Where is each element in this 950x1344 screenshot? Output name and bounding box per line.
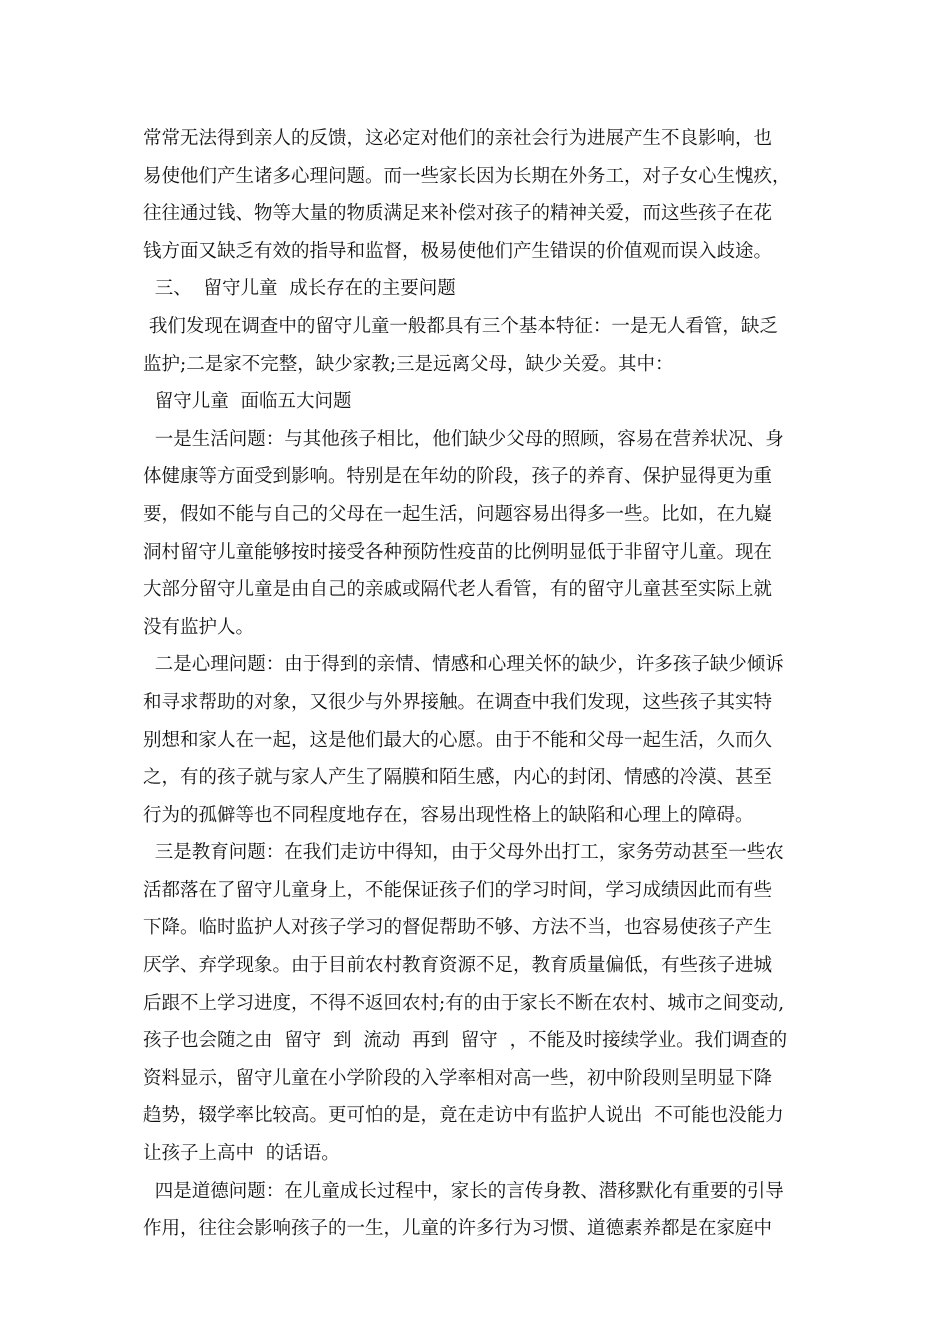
text-line: 厌学、弃学现象。由于目前农村教育资源不足，教育质量偏低，有些孩子进城	[143, 955, 773, 977]
text-line: 没有监护人。	[143, 616, 255, 638]
text-line: 四是道德问题：在儿童成长过程中，家长的言传身教、潜移默化有重要的引导	[143, 1180, 784, 1202]
text-line: 大部分留守儿童是由自己的亲戚或隔代老人看管，有的留守儿童甚至实际上就	[143, 579, 773, 601]
text-line: 监护;二是家不完整，缺少家教;三是远离父母，缺少关爱。其中：	[143, 353, 674, 375]
text-line: 一是生活问题：与其他孩子相比，他们缺少父母的照顾，容易在营养状况、身	[143, 428, 784, 450]
text-line: 后跟不上学习进度，不得不返回农村;有的由于家长不断在农村、城市之间变动,	[143, 992, 785, 1014]
text-line: 活都落在了留守儿童身上，不能保证孩子们的学习时间，学习成绩因此而有些	[143, 879, 773, 901]
text-line: 洞村留守儿童能够按时接受各种预防性疫苗的比例明显低于非留守儿童。现在	[143, 541, 773, 563]
text-line: 行为的孤僻等也不同程度地存在，容易出现性格上的缺陷和心理上的障碍。	[143, 804, 754, 826]
text-line: 趋势，辍学率比较高。更可怕的是，竟在走访中有监护人说出 不可能也没能力	[143, 1105, 784, 1127]
text-line: 二是心理问题：由于得到的亲情、情感和心理关怀的缺少，许多孩子缺少倾诉	[143, 654, 784, 676]
document-body	[143, 120, 823, 1248]
subheading: 留守儿童 面临五大问题	[143, 391, 352, 413]
text-line: 易使他们产生诸多心理问题。而一些家长因为长期在外务工，对子女心生愧疚，	[143, 165, 791, 187]
text-line: 作用，往往会影响孩子的一生，儿童的许多行为习惯、道德素养都是在家庭中	[143, 1218, 773, 1240]
text-line: 资料显示，留守儿童在小学阶段的入学率相对高一些，初中阶段则呈明显下降	[143, 1067, 773, 1089]
text-line: 孩子也会随之由 留守 到 流动 再到 留守 ，不能及时接续学业。我们调查的	[143, 1030, 788, 1052]
text-line: 常常无法得到亲人的反馈，这必定对他们的亲社会行为进展产生不良影响，也	[143, 128, 773, 149]
text-line: 和寻求帮助的对象，又很少与外界接触。在调查中我们发现，这些孩子其实特	[143, 691, 773, 713]
text-line: 钱方面又缺乏有效的指导和监督，极易使他们产生错误的价值观而误入歧途。	[143, 240, 773, 262]
text-line: 让孩子上高中 的话语。	[143, 1143, 340, 1165]
text-line: 三是教育问题：在我们走访中得知，由于父母外出打工，家务劳动甚至一些农	[143, 842, 784, 864]
text-line: 下降。临时监护人对孩子学习的督促帮助不够、方法不当，也容易使孩子产生	[143, 917, 773, 939]
text-line: 别想和家人在一起，这是他们最大的心愿。由于不能和父母一起生活，久而久	[143, 729, 773, 751]
text-line: 要，假如不能与自己的父母在一起生活，问题容易出得多一些。比如，在九嶷	[143, 503, 773, 525]
text-line: 体健康等方面受到影响。特别是在年幼的阶段，孩子的养育、保护显得更为重	[143, 466, 773, 488]
text-line: 往往通过钱、物等大量的物质满足来补偿对孩子的精神关爱，而这些孩子在花	[143, 203, 773, 225]
section-heading: 三、 留守儿童 成长存在的主要问题	[143, 278, 456, 300]
text-line: 我们发现在调查中的留守儿童一般都具有三个基本特征：一是无人看管，缺乏	[143, 315, 778, 337]
text-line: 之，有的孩子就与家人产生了隔膜和陌生感，内心的封闭、情感的冷漠、甚至	[143, 767, 773, 789]
